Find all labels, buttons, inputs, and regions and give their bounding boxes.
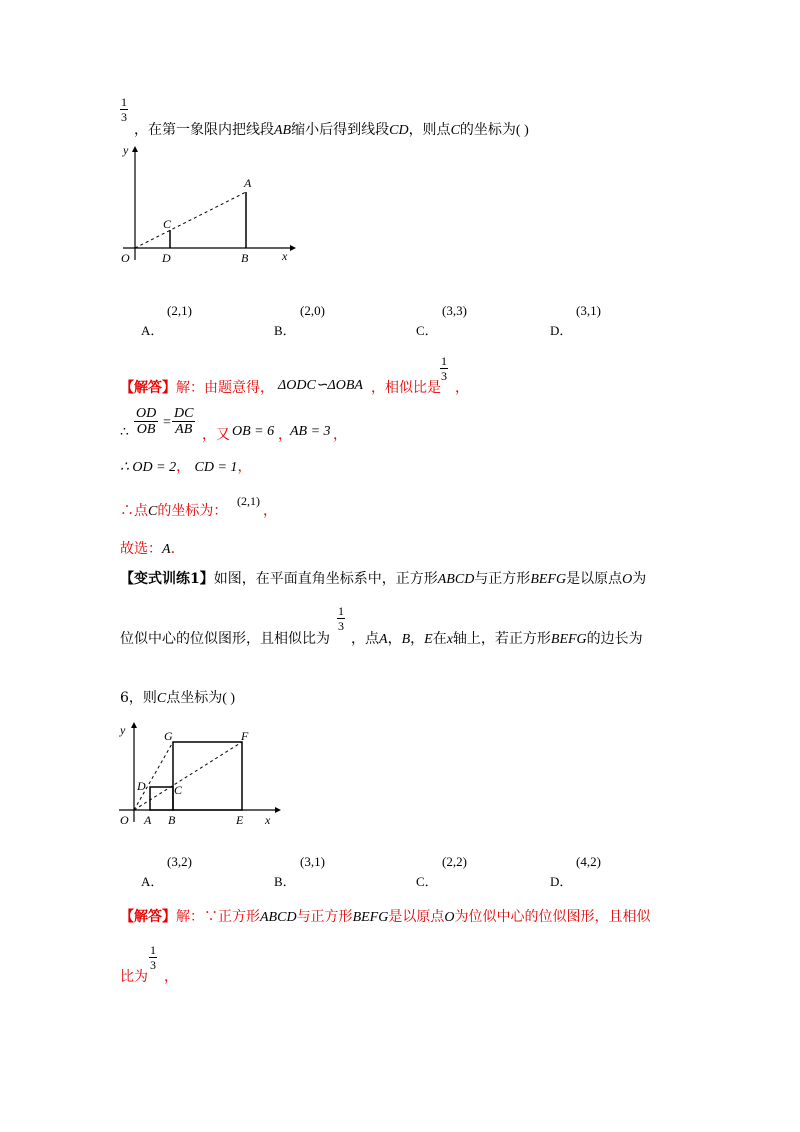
variant-label-g: G [164, 729, 173, 743]
square-befg: BEFG [550, 632, 587, 647]
cd-value: CD = 1 [194, 460, 238, 475]
you-text: ，又 [202, 427, 230, 443]
q1-text-b: 缩小后得到线段 [291, 122, 390, 138]
q1-label-d: D [162, 251, 171, 265]
variant-line2-rest [351, 628, 643, 648]
point-o: O [622, 572, 633, 587]
variant-label-y: y [120, 723, 126, 737]
solution1-ratio-end: ， [455, 380, 469, 396]
q1-x-arrow [290, 245, 296, 251]
solution-intro: 解：由题意得， [176, 380, 274, 396]
variant-text: 点坐标为 [166, 690, 223, 706]
period: ． [170, 541, 185, 557]
variant-label-o: O [120, 813, 129, 827]
square-befg: BEFG [530, 572, 567, 587]
frac-den: OB [136, 422, 156, 437]
option-value: (2,1) [167, 303, 192, 318]
solution1-line4 [120, 500, 227, 520]
option-value: (3,2) [167, 854, 192, 869]
q1-label-o: O [121, 251, 130, 265]
solution-text: 解：∵正方形 [176, 909, 260, 925]
solution-text: 比为 [120, 969, 148, 985]
q1-label-y: y [123, 143, 129, 157]
solution1-coord-end: ， [263, 503, 277, 519]
square-befg-shape [173, 742, 242, 810]
frac-num: 1 [441, 354, 447, 368]
answer-blank: ( ) [222, 691, 236, 706]
variant-text: 轴上，若正方形 [452, 631, 551, 647]
option-letter: B． [274, 874, 296, 889]
comma: ， [176, 459, 191, 475]
variant-frac [337, 604, 345, 634]
variant-text: 的边长为 [586, 631, 643, 647]
square-abcd: ABCD [437, 572, 475, 587]
frac-num: DC [174, 406, 194, 421]
option-letter: C． [416, 874, 438, 889]
ab-value: AB = 3 [290, 424, 331, 439]
variant-text: 位似中心的位似图形，且相似比为 [120, 631, 330, 647]
frac-num: 1 [338, 604, 344, 618]
frac-den: 3 [338, 619, 344, 633]
dashed-of [134, 742, 242, 810]
variant-tag: 【变式训练1】 [120, 571, 214, 587]
square-befg: BEFG [352, 910, 389, 925]
point-a: A [379, 632, 388, 647]
solution1-ratio-frac [440, 354, 448, 384]
q1-label-c: C [163, 217, 172, 231]
frac-den: 3 [441, 369, 447, 383]
variant-label-a: A [144, 813, 152, 827]
variant-text: 为 [632, 571, 647, 587]
frac-den: AB [175, 422, 193, 437]
solution2-frac [149, 943, 157, 973]
q1-segment-cd: CD [389, 123, 409, 138]
variant-text: 在 [432, 631, 447, 647]
point-c: C [156, 691, 167, 706]
option-value: (3,3) [442, 303, 467, 318]
option-value: (2,0) [300, 303, 325, 318]
eq-rhs-fraction [172, 406, 195, 437]
option-letter: A． [141, 323, 164, 338]
solution-text: 为位似中心的位似图形，且相似 [454, 909, 651, 925]
variant-y-arrow [131, 722, 137, 728]
q1-segment-ab: AB [274, 123, 292, 138]
option-value: (4,2) [576, 854, 601, 869]
point-e: E [424, 632, 433, 647]
variant-label-d: D [137, 779, 146, 793]
variant-text: 与正方形 [474, 571, 531, 587]
q1-text-a: ，在第一象限内把线段 [134, 122, 274, 138]
variant-line1 [120, 568, 646, 588]
variant-line3 [120, 687, 235, 707]
variant-line2 [120, 628, 330, 648]
square-abcd-shape [150, 787, 173, 810]
solution-tag: 【解答】 [120, 909, 176, 925]
solution2-line2 [120, 966, 148, 986]
variant-label-b: B [168, 813, 176, 827]
option-letter: D． [550, 323, 573, 338]
solution2-line1 [120, 906, 650, 926]
q1-text-d: 的坐标为 [459, 122, 516, 138]
choose-value: A [162, 542, 171, 557]
axis-x: x [446, 632, 453, 647]
variant-x-arrow [275, 807, 281, 813]
q1-label-x: x [282, 249, 288, 263]
coord-text: 的坐标为： [157, 503, 228, 519]
variant-label-f: F [241, 729, 249, 743]
od-value: ∴ OD = 2 [120, 460, 177, 475]
variant-text: ，点 [351, 631, 379, 647]
solution1-line1 [120, 377, 274, 397]
q1-text-c: ，则点 [408, 122, 451, 138]
solution-tag: 【解答】 [120, 380, 176, 396]
solution1-ratio-text: ，相似比是 [371, 380, 441, 396]
comma: ， [387, 631, 402, 647]
variant-text: 是以原点 [566, 571, 623, 587]
ob-value: OB = 6 [232, 424, 275, 439]
q1-label-a: A [244, 176, 252, 190]
option-letter: B． [274, 323, 296, 338]
solution2-line2-end: ， [164, 969, 178, 985]
solution1-choose [120, 538, 185, 558]
q1-stem [134, 119, 529, 139]
point-o: O [444, 910, 455, 925]
dashed-og [134, 742, 173, 810]
comma: ， [333, 427, 347, 443]
square-abcd: ABCD [260, 910, 297, 925]
comma: ， [278, 427, 292, 443]
q1-answer-blank: ( ) [515, 123, 529, 138]
q1-point-c: C [450, 123, 460, 138]
choose-label: 故选： [120, 541, 162, 557]
option-letter: A． [141, 874, 164, 889]
solution-text: 与正方形 [296, 909, 353, 925]
solution1-coord: (2,1) [237, 494, 260, 508]
option-value: (2,2) [442, 854, 467, 869]
option-letter: D． [550, 874, 573, 889]
variant-label-x: x [265, 813, 271, 827]
point-c: C [148, 504, 158, 519]
point-b: B [401, 632, 411, 647]
q1-figure [118, 140, 298, 270]
variant-label-c: C [174, 783, 183, 797]
variant-text: 6，则 [120, 690, 157, 706]
frac-num: 1 [121, 95, 127, 109]
q1-label-b: B [241, 251, 249, 265]
frac-num: OD [136, 406, 157, 421]
comma: ， [410, 631, 425, 647]
point-text: ∴点 [120, 503, 148, 519]
option-value: (3,1) [576, 303, 601, 318]
solution-text: 是以原点 [388, 909, 445, 925]
q1-dashed-oa [135, 192, 246, 248]
option-value: (3,1) [300, 854, 325, 869]
eq-lhs-fraction [134, 406, 158, 437]
variant-figure [115, 718, 285, 830]
frac-den: 3 [121, 110, 127, 124]
variant-label-e: E [236, 813, 244, 827]
solution1-line3 [120, 456, 251, 476]
frac-den: 3 [150, 958, 156, 972]
comma: ， [237, 459, 252, 475]
q1-y-arrow [132, 146, 138, 152]
q1-fraction [120, 95, 128, 125]
equals-sign: = [163, 415, 171, 430]
solution1-similar: ΔODC∽ΔOBA [278, 378, 363, 393]
therefore-symbol: ∴ [120, 424, 129, 440]
option-letter: C． [416, 323, 438, 338]
variant-text: 如图，在平面直角坐标系中，正方形 [213, 571, 438, 587]
frac-num: 1 [150, 943, 156, 957]
